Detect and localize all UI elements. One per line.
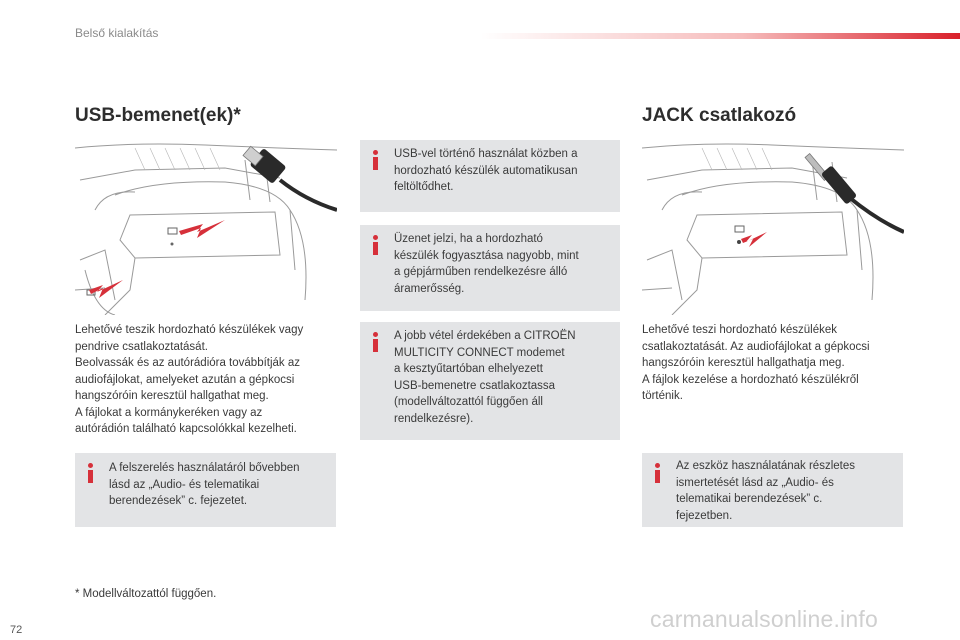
footnote: * Modellváltozattól függően. (75, 588, 217, 600)
note-line: hordozható készülék automatikusan (394, 164, 578, 177)
note-line: USB-bemenetre csatlakoztassa (394, 379, 556, 392)
usb-note-box (75, 453, 336, 527)
info-icon (373, 332, 379, 352)
note-line: áramerősség. (394, 282, 465, 295)
usb-heading: USB-bemenet(ek)* (75, 105, 241, 126)
modem-note (360, 322, 620, 440)
jack-description-line: hangszóróin keresztül hallgathatja meg. (642, 357, 845, 369)
usb-description (75, 322, 345, 438)
current-warning-note-text (394, 231, 579, 297)
modem-note-text (394, 328, 576, 427)
usb-description-line: audiofájlokat, amelyeket azután a gépkocsi (75, 373, 295, 386)
note-line: A felszerelés használatáról bővebben (109, 462, 300, 474)
page-number: 72 (10, 624, 23, 636)
jack-description-line: csatlakoztatását. Az audiofájlokat a gépkocsi (642, 340, 870, 353)
note-line: rendelkezésre). (394, 412, 474, 425)
jack-note-box (642, 453, 903, 527)
jack-description-line: A fájlok kezelése a hordozható készülékről (642, 373, 859, 386)
info-icon (655, 463, 661, 483)
note-line: MULTICITY CONNECT modemet (394, 346, 565, 359)
usb-charging-note (360, 140, 620, 212)
note-line: telematikai berendezések” c. (676, 493, 823, 505)
jack-description-line: történik. (642, 390, 683, 402)
usb-description-line: autórádión található kapcsolókkal kezelheti. (75, 423, 297, 435)
info-icon (88, 463, 94, 483)
note-line: lásd az „Audio- és telematikai (109, 478, 260, 491)
watermark: carmanualsonline.info (650, 606, 878, 632)
note-line: berendezések” c. fejezetet. (109, 495, 248, 507)
usb-description-line: Lehetővé teszik hordozható készülékek vagy (75, 324, 304, 336)
jack-heading: JACK csatlakozó (642, 105, 797, 126)
note-line: feltöltődhet. (394, 181, 454, 193)
current-warning-note (360, 225, 620, 311)
usb-charging-note-text (394, 146, 577, 196)
usb-description-line: hangszóróin keresztül hallgathat meg. (75, 390, 269, 402)
jack-note-text (676, 458, 855, 524)
header-rule (480, 33, 960, 39)
note-line: ismertetését lásd az „Audio- és (676, 476, 834, 489)
note-line: USB-vel történő használat közben a (394, 148, 578, 160)
note-line: a gépjárműben rendelkezésre álló (394, 266, 568, 278)
usb-description-line: pendrive csatlakoztatását. (75, 340, 208, 353)
usb-description-line: Beolvassák és az autórádióra továbbítják az (75, 357, 301, 369)
jack-description (642, 322, 922, 405)
note-line: készülék fogyasztása nagyobb, mint (394, 249, 579, 262)
info-icon (373, 235, 379, 255)
jack-port-illustration (642, 140, 904, 315)
jack-description-line: Lehetővé teszi hordozható készülékek (642, 324, 837, 336)
note-line: fejezetben. (676, 509, 733, 522)
section-label: Belső kialakítás (75, 26, 159, 40)
note-line: a kesztyűtartóban elhelyezett (394, 363, 543, 375)
note-line: Üzenet jelzi, ha a hordozható (394, 233, 543, 245)
usb-description-line: A fájlokat a kormánykeréken vagy az (75, 406, 263, 419)
info-icon (373, 150, 379, 170)
usb-port-illustration (75, 140, 337, 315)
note-line: (modellváltozattól függően áll (394, 396, 543, 408)
note-line: A jobb vétel érdekében a CITROËN (394, 330, 576, 342)
usb-note-text (109, 460, 300, 510)
note-line: Az eszköz használatának részletes (676, 460, 855, 472)
